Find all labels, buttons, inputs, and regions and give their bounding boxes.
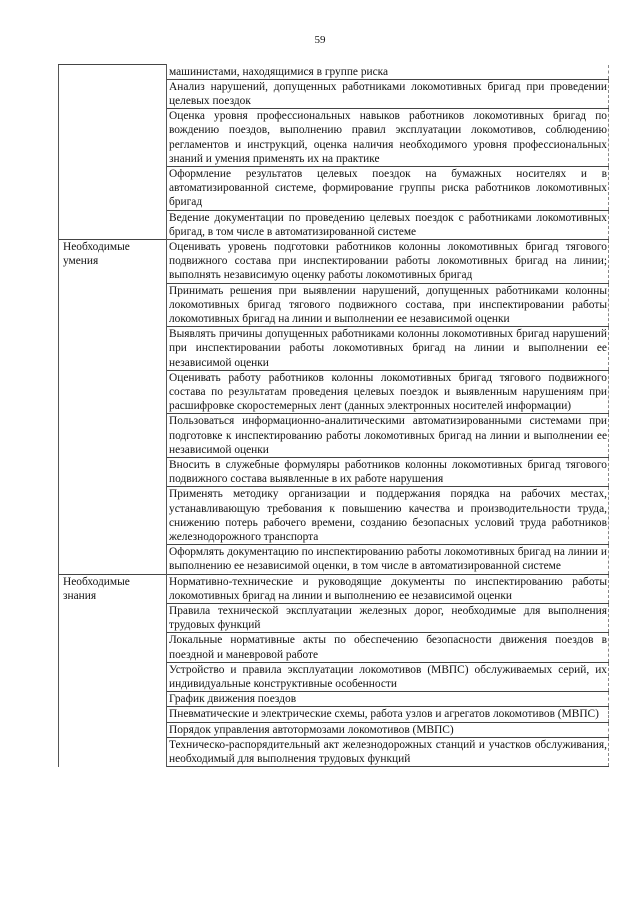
table-cell: Устройство и правила эксплуатации локомотивов (МВПС) обслуживаемых серий, их индивидуальные конструктивные особенности (167, 662, 609, 691)
table-cell: Локальные нормативные акты по обеспечению безопасности движения поездов в поездной и маневровой работе (167, 633, 609, 662)
table-cell: Принимать решения при выявлении нарушений, допущенных работниками колонны локомотивных бригад тягового подвижного состава, при инспектировании работы локомотивных бригад на линии и выполнении ее независимой оценки (167, 283, 609, 327)
table-cell: Вносить в служебные формуляры работников колонны локомотивных бригад тягового подвижного состава выявленные в их работе нарушения (167, 457, 609, 486)
table-cell: Оформление результатов целевых поездок на бумажных носителях и в автоматизированной системе, формирование группы риска работников локомотивных бригад (167, 166, 609, 210)
table-cell: Правила технической эксплуатации железных дорог, необходимые для выполнения трудовых функций (167, 604, 609, 633)
table-row (59, 239, 609, 283)
table-cell: Техническо-распорядительный акт железнодорожных станций и участков обслуживания, необходимый для выполнения трудовых функций (167, 737, 609, 766)
table-cell: Применять методику организации и поддержания порядка на рабочих местах, устанавливающую требования к повышению качества и производительности труда, снижению потерь рабочего времени, созданию безопасных условий труда работников железнодорожного транспорта (167, 487, 609, 545)
table-cell: Оформлять документацию по инспектированию работы локомотивных бригад на линии и выполнению ее независимой оценки, в том числе в автоматизированной системе (167, 545, 609, 574)
section-label-knowledge: Необходимые знания (59, 574, 167, 767)
table-cell: Оценка уровня профессиональных навыков работников локомотивных бригад по вождению поездов, выполнению правил эксплуатации локомотивов, соблюдению регламентов и инструкций, оценка наличия необходимого уровня профессиональных знаний и умения применять их на практике (167, 109, 609, 167)
table-cell: Ведение документации по проведению целевых поездок с работниками локомотивных бригад, в том числе в автоматизированной системе (167, 210, 609, 239)
table-cell: Анализ нарушений, допущенных работниками локомотивных бригад при проведении целевых поездок (167, 79, 609, 108)
table-row (59, 574, 609, 603)
section-label (59, 65, 167, 240)
table-cell: Порядок управления автотормозами локомотивов (МВПС) (167, 722, 609, 737)
table-cell: График движения поездов (167, 692, 609, 707)
table-cell: Оценивать работу работников колонны локомотивных бригад тягового подвижного состава по результатам проведения целевых поездок и выявленным нарушениям при расшифровке скоростемерных лент (данных электронных носителей информации) (167, 370, 609, 414)
table-cell: машинистами, находящимися в группе риска (167, 65, 609, 80)
table-cell: Выявлять причины допущенных работниками колонны локомотивных бригад нарушений при инспектировании работы локомотивных бригад на линии и выполнении ее независимой оценки (167, 327, 609, 371)
page-number: 59 (314, 34, 326, 46)
table-row (59, 65, 609, 80)
table-cell: Пользоваться информационно-аналитическими автоматизированными системами при подготовке к инспектированию работы локомотивных бригад на линии и выполнении ее независимой оценки (167, 414, 609, 458)
section-label-skills: Необходимые умения (59, 239, 167, 574)
table-cell: Нормативно-технические и руководящие документы по инспектированию работы локомотивных бригад на линии и выполнению ее независимой оценки (167, 574, 609, 603)
competency-table (58, 64, 609, 767)
table-cell: Пневматические и электрические схемы, работа узлов и агрегатов локомотивов (МВПС) (167, 707, 609, 722)
table-cell: Оценивать уровень подготовки работников колонны локомотивных бригад тягового подвижного состава при инспектировании работы локомотивных бригад на линии; выполнять независимую оценку работы локомотивных бригад (167, 239, 609, 283)
